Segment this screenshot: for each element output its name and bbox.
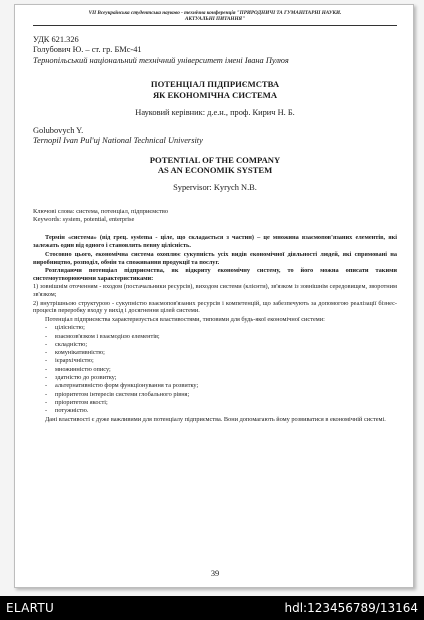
handle-identifier[interactable]: hdl:123456789/13164 (284, 601, 418, 615)
conference-header (33, 9, 397, 26)
list-item (45, 399, 397, 407)
keywords-ua: Ключові слова: система, потенціал, підприємство (33, 207, 169, 215)
repository-name: ELARTU (6, 601, 55, 615)
list-item (45, 382, 397, 390)
properties-list (45, 324, 397, 415)
paragraph-definition: Термін «система» (від грец. systema - ціле, що складається з частин) – це множина взаємопов'язаних елементів, які залежать один від одного і становлять певну цілісність. (33, 234, 397, 250)
paragraph-economic-system: Стосовно цього, економічна система охоплює сукупність усіх видів економічної діяльності людей, які спрямовані на виробництво, розподіл, обмін та споживання продукції та послуг. (33, 250, 397, 266)
repository-footer-bar (0, 596, 424, 620)
list-item-text: комунікативністю; (55, 349, 105, 357)
list-item (45, 391, 397, 399)
list-item-text: ієрархічністю; (55, 357, 94, 365)
paragraph-closing: Дані властивості є дуже важливими для потенціалу підприємства. Вони допомагають йому розвиватися в економічній системі. (45, 415, 386, 423)
title-en-line1: POTENTIAL OF THE COMPANY (149, 154, 281, 165)
supervisor-en: Sypervisor: Kyrych N.B. (173, 183, 257, 193)
page-number: 39 (210, 569, 220, 578)
list-item-text: цілісністю; (55, 324, 85, 332)
keywords-en: Keywords: system, potential, enterprise (33, 216, 135, 224)
list-item-text: здатністю до розвитку; (55, 374, 117, 382)
bullet-dash: - (45, 407, 48, 415)
list-item-text: потужністю. (55, 407, 89, 415)
bullet-dash: - (45, 332, 48, 340)
bullet-dash: - (45, 324, 48, 332)
bullet-dash: - (45, 390, 48, 398)
keywords-block (33, 208, 397, 224)
list-item (45, 341, 397, 349)
bullet-dash: - (45, 357, 48, 365)
list-item-text: множинністю опису; (55, 365, 111, 373)
document-page (14, 4, 414, 588)
article-body (33, 234, 397, 423)
title-en (33, 155, 397, 176)
list-item (45, 357, 397, 365)
paragraph-internal-structure: 2) внутрішньою структурою - сукупністю взаємопов'язаних ресурсів і компетенцій, що забезпечують за допомогою реалізації бізнес-процесів переробку входу у вихід і досягнення цілей системи. (33, 299, 397, 315)
bullet-dash: - (45, 374, 48, 382)
list-item (45, 324, 397, 332)
affiliation-ua: Тернопільський національний технічний університет імені Івана Пулюя (33, 55, 289, 65)
page-content (33, 9, 397, 578)
list-item-text: пріоритетом якості; (55, 398, 108, 406)
conference-header-line2: АКТУАЛЬНІ ПИТАННЯ" (185, 16, 245, 23)
bullet-dash: - (45, 398, 48, 406)
bullet-dash: - (45, 382, 48, 390)
list-item (45, 366, 397, 374)
affiliation-en: Ternopil Ivan Pul'uj National Technical University (33, 136, 203, 146)
author-en: Golubovych Y. (33, 125, 84, 135)
paragraph-open-system: Розглядаючи потенціал підприємства, як відкриту економічну систему, то його можна описати такими системоутворюючими характеристиками: (33, 266, 397, 282)
title-ua-line1: ПОТЕНЦІАЛ ПІДПРИЄМСТВА (150, 79, 280, 90)
list-item (45, 407, 397, 415)
list-item (45, 349, 397, 357)
bullet-dash: - (45, 349, 48, 357)
conference-header-line1: VII Всеукраїнська студентська науково - технічна конференція "ПРИРОДНИЧІ ТА ГУМАНІТАРНІ НАУКИ. (88, 10, 342, 16)
list-item-text: взаємозв'язком і взаємодією елементів; (55, 332, 160, 340)
list-item-text: складністю; (55, 340, 88, 348)
title-ua (33, 79, 397, 100)
paragraph-properties-intro: Потенціал підприємства характеризується властивостями, типовими для будь-якої економічної системи: (45, 315, 325, 323)
paragraph-external-environment: 1) зовнішнім оточенням - входом (постачальники ресурсів), виходом системи (клієнти), зв'язком із зовнішнім середовищем, зворотним зв'язком; (33, 283, 397, 299)
bullet-dash: - (45, 365, 48, 373)
list-item (45, 374, 397, 382)
title-ua-line2: ЯК ЕКОНОМІЧНА СИСТЕМА (152, 89, 278, 100)
list-item-text: пріоритетом інтересів системи глобального рівня; (55, 390, 190, 398)
list-item-text: альтернативністю форм функціонування та розвитку; (55, 382, 199, 390)
title-en-line2: AS AN ECONOMIK SYSTEM (157, 165, 273, 176)
bullet-dash: - (45, 340, 48, 348)
list-item (45, 333, 397, 341)
supervisor-ua: Науковий керівник: д.е.н., проф. Кирич Н. Б. (135, 108, 295, 118)
author-ua: Голубович Ю. – ст. гр. БМс-41 (33, 45, 142, 55)
udc-code: УДК 621.326 (33, 34, 79, 44)
